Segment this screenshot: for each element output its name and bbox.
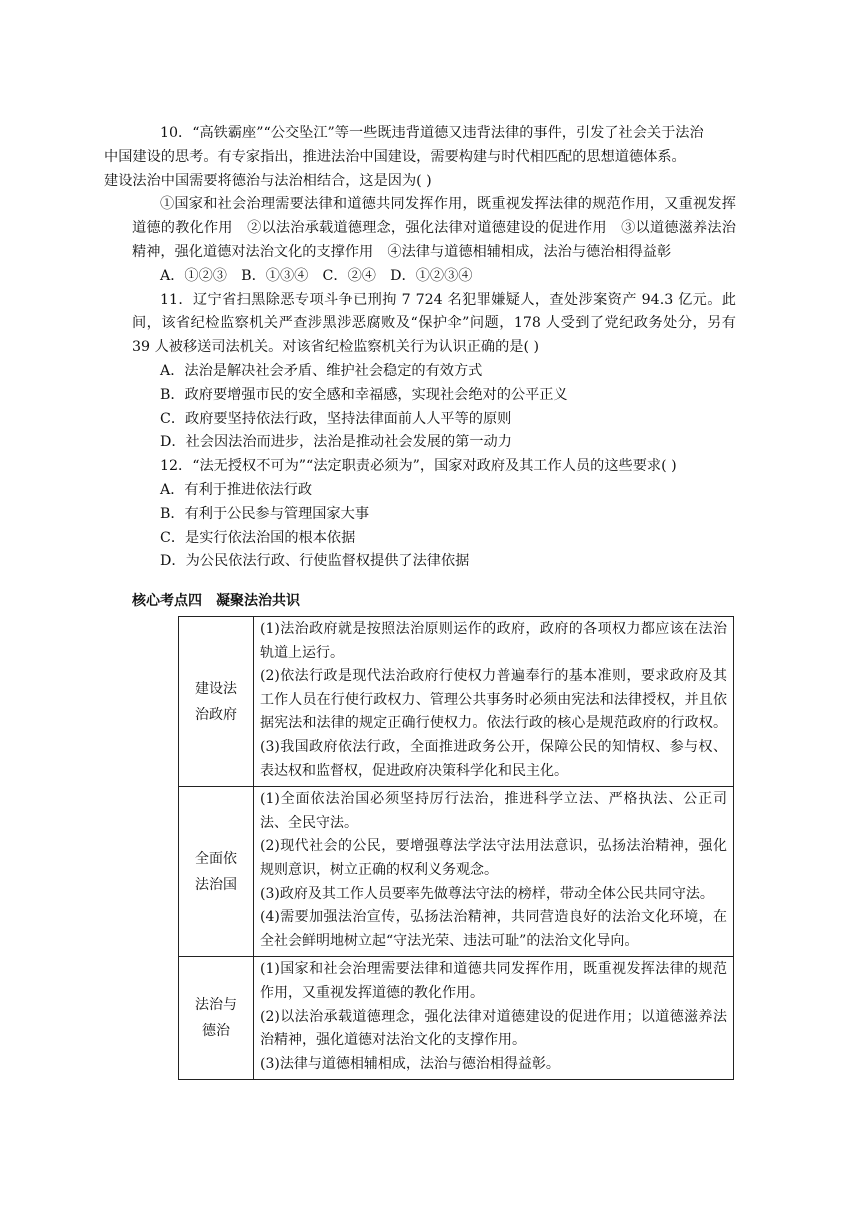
category-label: 法治与德治 [195,997,237,1040]
key-points-table [178,616,734,1080]
question-11-option-b: B．政府要增强市民的安全感和幸福感，实现社会绝对的公平正义 [160,386,568,403]
question-10-stem-line-1: 10．“高铁霸座”“公交坠江”等一些既违背道德又违背法律的事件，引发了社会关于法治 [160,125,704,141]
row-content [254,787,734,957]
section-heading: 核心考点四 凝聚法治共识 [132,593,300,609]
question-10-options: A．①②③ B．①③④ C．②④ D．①②③④ [160,267,473,284]
question-10-stem-line-2: 中国建设的思考。有专家指出，推进法治中国建设，需要构建与时代相匹配的思想道德体系。 [104,148,686,165]
row-item: (2)现代社会的公民，要增强尊法学法守法用法意识，弘扬法治精神，强化规则意识，树立正确的权利义务观念。 [260,838,727,878]
question-11-option-a: A．法治是解决社会矛盾、维护社会稳定的有效方式 [160,362,483,379]
question-12-option-b: B．有利于公民参与管理国家大事 [160,505,370,522]
row-category [179,957,254,1080]
table-row [179,617,734,787]
question-10-statements: ①国家和社会治理需要法律和道德共同发挥作用，既重视发挥法律的规范作用，又重视发挥道德的教化作用 ②以法治承载道德理念，强化法律对道德建设的促进作用 ③以道德滋养法治精神，强化道德对法治文化的支撑作用 ④法律与道德相辅相成，法治与德治相得益彰 [132,196,736,260]
row-item: (1)国家和社会治理需要法律和道德共同发挥作用，既重视发挥法律的规范作用，又重视发挥道德的教化作用。 [260,961,727,1001]
question-11-option-d: D．社会因法治而进步，法治是推动社会发展的第一动力 [160,434,512,451]
row-content [254,617,734,787]
question-10-stem-line-3: 建设法治中国需要将德治与法治相结合，这是因为( ) [104,172,432,189]
row-item: (2)以法治承载道德理念，强化法律对道德建设的促进作用；以道德滋养法治精神，强化道德对法治文化的支撑作用。 [260,1008,727,1049]
question-12-stem: 12．“法无授权不可为”“法定职责必须为”，国家对政府及其工作人员的这些要求( ) [160,458,677,475]
question-11-option-c: C．政府要坚持依法行政，坚持法律面前人人平等的原则 [160,410,512,427]
row-category [179,787,254,957]
row-item: (4)需要加强法治宣传，弘扬法治精神，共同营造良好的法治文化环境，在全社会鲜明地树立起“守法光荣、违法可耻”的法治文化导向。 [260,909,727,949]
row-item: (3)法律与道德相辅相成，法治与德治相得益彰。 [260,1055,560,1072]
row-item: (2)依法行政是现代法治政府行使权力普遍奉行的基本准则，要求政府及其工作人员在行使行政权力、管理公共事务时必须由宪法和法律授权，并且依据宪法和法律的规定正确行使权力。依法行政的核心是规范政府的行政权。(3)我国政府依法行政，全面推进政务公开，保障公民的知情权、参与权、表达权和监督权，促进政府决策科学化和民主化。 [260,668,727,779]
question-11-stem: 11．辽宁省扫黑除恶专项斗争已刑拘 7 724 名犯罪嫌疑人，查处涉案资产 94.3 亿元。此间，该省纪检监察机关严查涉黑涉恶腐败及“保护伞”问题，178 人受到了党纪政务处分，另有 39 人被移送司法机关。对该省纪检监察机关行为认识正确的是( ) [132,291,736,356]
question-12-option-c: C．是实行依法治国的根本依据 [160,529,356,546]
question-12-option-a: A．有利于推进依法行政 [160,481,313,498]
row-item: (1)法治政府就是按照法治原则运作的政府，政府的各项权力都应该在法治轨道上运行。 [260,621,727,661]
table-row [179,787,734,957]
question-block [104,122,736,574]
category-label: 建设法治政府 [195,680,237,723]
row-item: (1)全面依法治国必须坚持厉行法治，推进科学立法、严格执法、公正司法、全民守法。 [260,791,727,831]
row-content [254,957,734,1080]
question-12-option-d: D．为公民依法行政、行使监督权提供了法律依据 [160,553,470,570]
table-row [179,957,734,1080]
row-category [179,617,254,787]
row-item: (3)政府及其工作人员要率先做尊法守法的榜样，带动全体公民共同守法。 [260,885,714,902]
category-label: 全面依法治国 [195,850,237,893]
question-10-stem [104,122,736,193]
